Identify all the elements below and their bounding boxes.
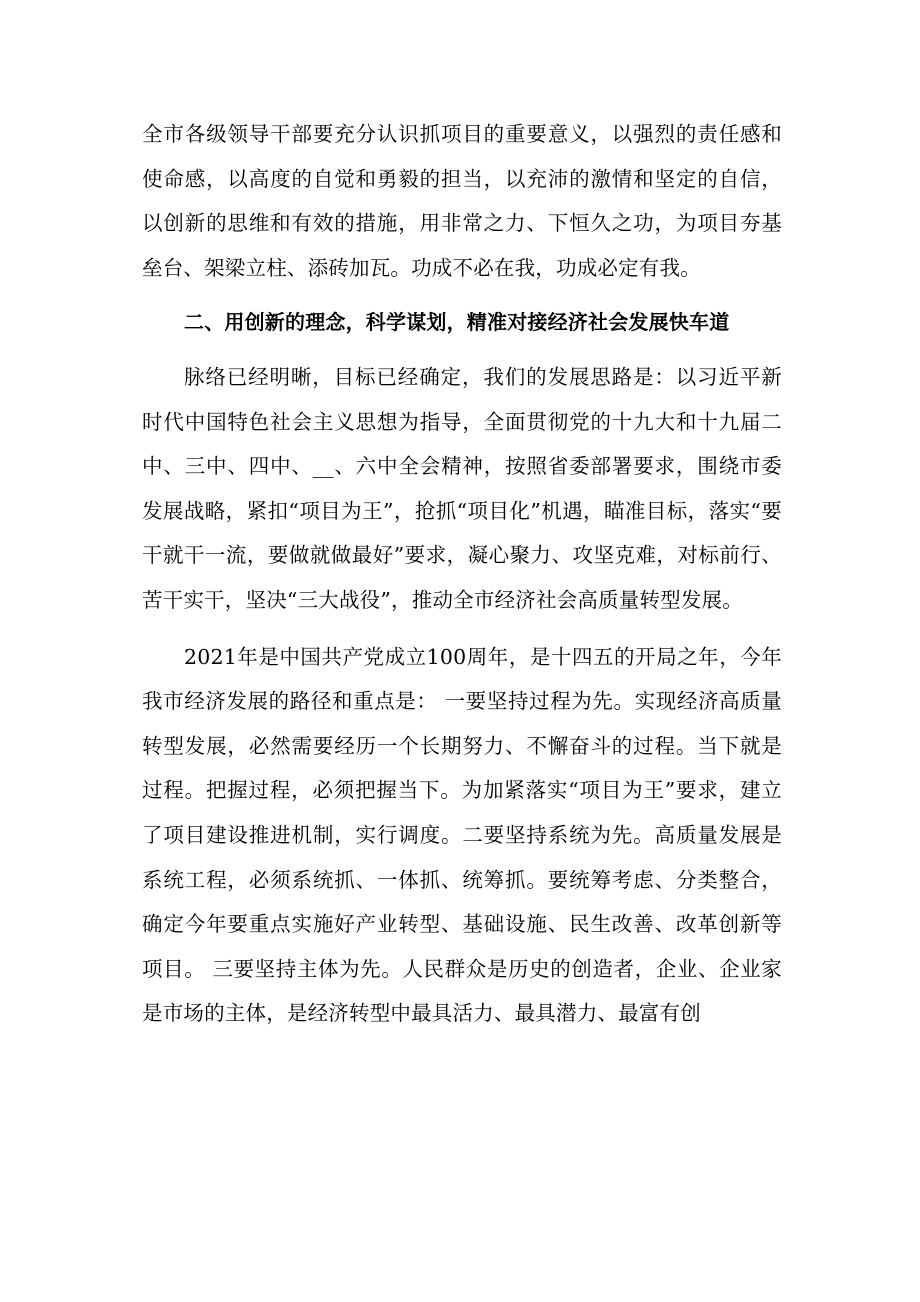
spacer — [142, 290, 782, 300]
paragraph-leaders-responsibility: 全市各级领导干部要充分认识抓项目的重要意义，以强烈的责任感和使命感，以高度的自觉和勇毅的担当，以充沛的激情和坚定的自信，以创新的思维和有效的措施，用非常之力、下恒久之功，为项目夯基垒台、架梁立柱、添砖加瓦。功成不必在我，功成必定有我。 — [142, 122, 782, 280]
document-page — [142, 112, 782, 1036]
paragraph-development-approach: 脉络已经明晰，目标已经确定，我们的发展思路是：以习近平新时代中国特色社会主义思想为指导，全面贯彻党的十九大和十九届二中、三中、四中、__、六中全会精神，按照省委部署要求，围绕市委发展战略，紧扣“项目为王”，抢抓“项目化”机遇，瞄准目标，落实“要干就干一流，要做就做最好”要求，凝心聚力、攻坚克难，对标前行、苦干实干，坚决“三大战役”，推动全市经济社会高质量转型发展。 — [142, 364, 782, 612]
section-heading-2: 二、用创新的理念，科学谋划，精准对接经济社会发展快车道 — [184, 310, 730, 335]
spacer — [142, 623, 782, 635]
spacer — [142, 345, 782, 355]
paragraph-2021-priorities: 2021年是中国共产党成立100周年，是十四五的开局之年，今年我市经济发展的路径和重点是： 一要坚持过程为先。实现经济高质量转型发展，必然需要经历一个长期努力、不懈奋斗的过程。当下就是过程。把握过程，必须把握当下。为加紧落实“项目为王”要求，建立了项目建设推进机制，实行调度。二要坚持系统为先。高质量发展是系统工程，必须系统抓、一体抓、统筹抓。要统筹考虑、分类整合，确定今年要重点实施好产业转型、基础设施、民生改善、改革创新等项目。 三要坚持主体为先。人民群众是历史的创造者，企业、企业家是市场的主体，是经济转型中最具活力、最具潜力、最富有创 — [142, 644, 782, 1026]
